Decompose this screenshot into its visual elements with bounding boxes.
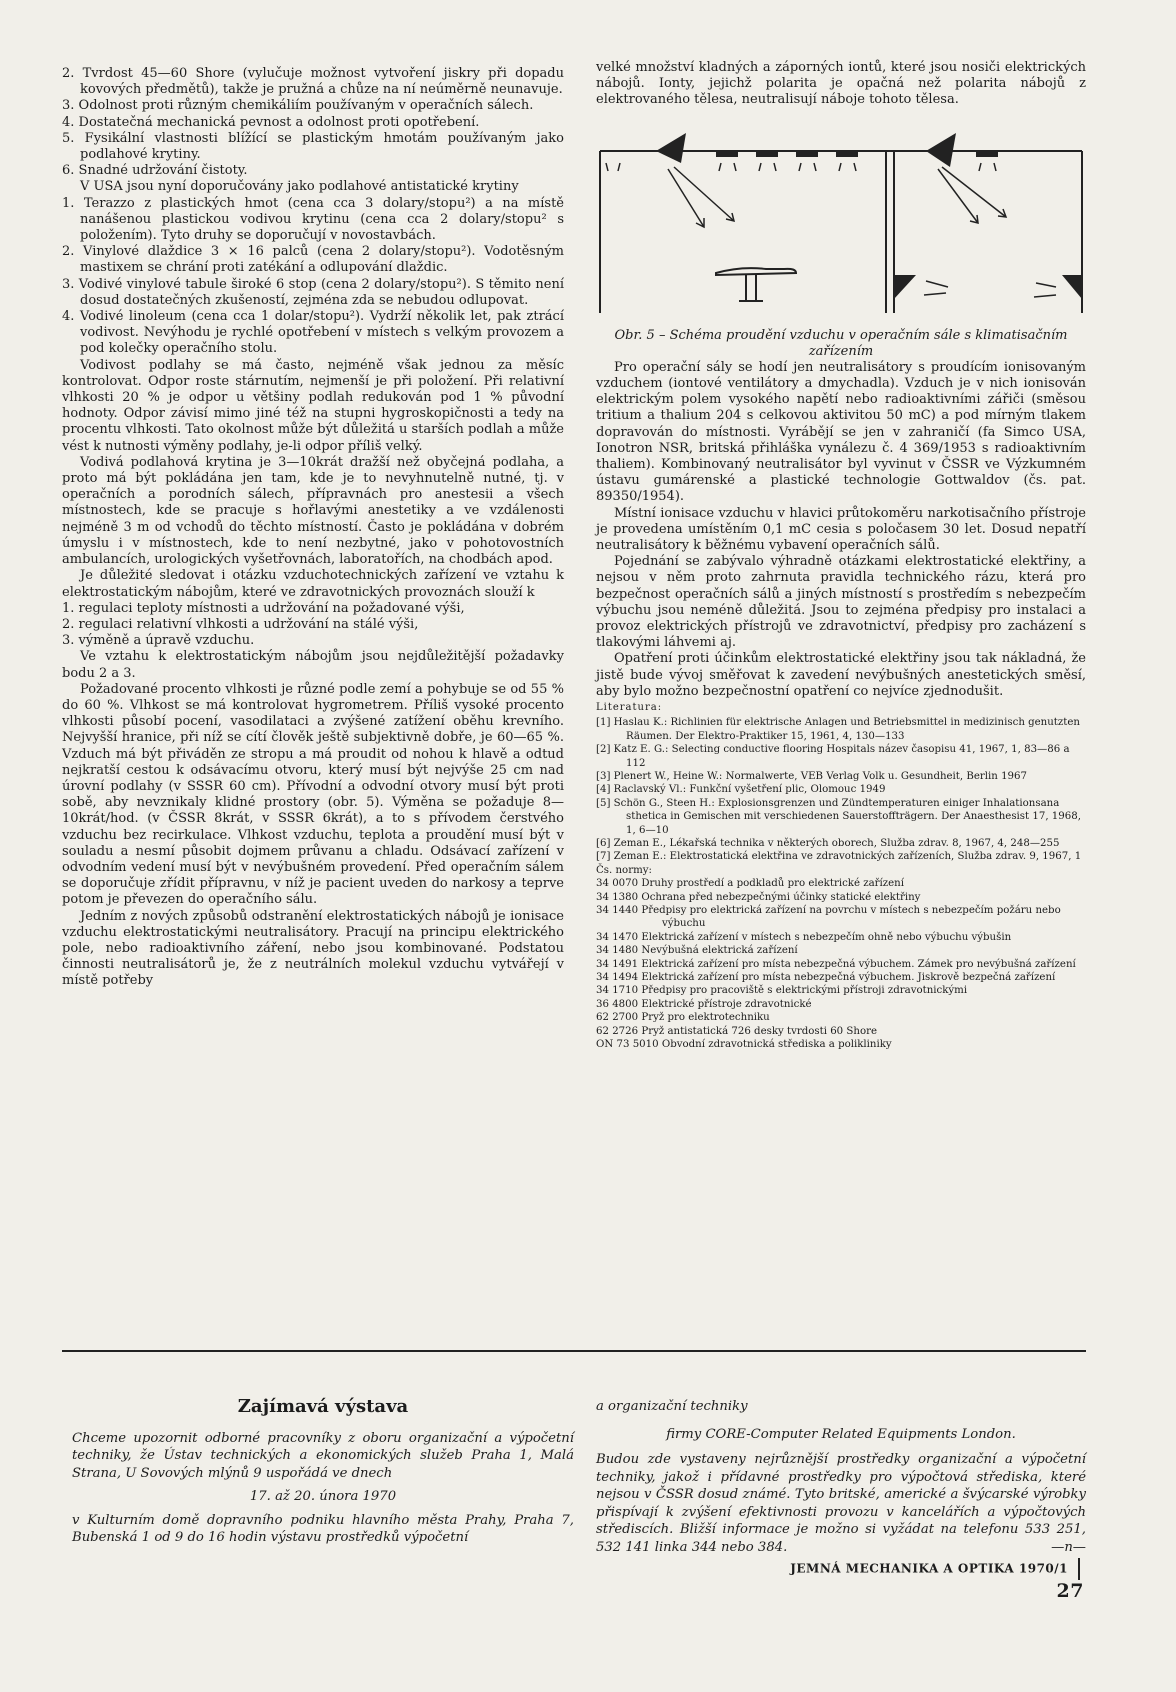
list-item: 1. regulaci teploty místnosti a udržování na požadované výši,: [62, 600, 465, 616]
reference-item: [7] Zeman E.: Elektrostatická elektřina ve zdravotnických zařízeních, Služba zdrav. 9, 1967, 1: [596, 851, 1082, 863]
page-number: 27: [1056, 1580, 1084, 1602]
list-item: 2. Vinylové dlaždice 3 × 16 palců (cena 2 dolary/stopu²). Vodotěsným mastixem se chrání proti zatékání a odlupování dlaždic.: [62, 244, 564, 276]
journal-name: JEMNÁ MECHANIKA A OPTIKA 1970/1: [790, 1561, 1068, 1576]
reference-item: [6] Zeman E., Lékařská technika v některých oborech, Služba zdrav. 8, 1967, 4, 248—255: [596, 837, 1060, 849]
left-column: [62, 66, 564, 990]
list-item: 3. výměně a úpravě vzduchu.: [62, 633, 255, 649]
paragraph: Ve vztahu k elektrostatickým nábojům jsou nejdůležitější požadavky bodu 2 a 3.: [62, 649, 564, 681]
announcement-company: firmy CORE-Computer Related Equipments London.: [666, 1426, 1016, 1442]
list-item: 6. Snadné udržování čistoty.: [62, 163, 248, 179]
page-footer: [778, 1558, 1084, 1602]
announcement-text: Budou zde vystaveny nejrůznější prostředky organizační a výpočetní techniky, jakož i přídavné prostředky pro výpočtová střediska, které nejsou v ČSSR dosud známé. Tyto britské, americké a švýcarské výrobky přispívají k zvýšení efektivnosti provozu v kancelářích a výpočtových střediscích. Bližší informace je možno si vyžádat na telefonu 533 251, 532 141 linka 344 nebo 384.: [596, 1452, 1086, 1555]
paragraph: Vodivá podlahová krytina je 3—10krát dražší než obyčejná podlaha, a proto má být pokládána jen tam, kde je to nevyhnutelně nutné, tj. v operačních a porodních sálech, přípravnách pro anestesii a všech místnostech, kde se pracuje s hořlavými anestetiky a ve vzdálenosti nejméně 3 m od vchodů do těchto místností. Často je pokládána v dobrém úmyslu i v místnostech, kde to není nezbytné, jako v pohotovostních ambulancích, urologických vyšetřovnách, laboratořích, na chodbách apod.: [62, 454, 564, 568]
norms-heading: Čs. normy:: [596, 864, 652, 876]
paragraph: Pojednání se zabývalo výhradně otázkami elektrostatické elektřiny, a nejsou v něm proto zahrnuta pravidla technického rázu, která pro bezpečnost operačních sálů a jiných místností s prostředím s nebezpečím výbuchu jsou neméně důležitá. Jsou to zejména předpisy pro instalaci a provoz elektrických přístrojů ve zdravotnictví, předpisy pro zacházení s tlakovými láhvemi aj.: [596, 554, 1086, 651]
paragraph: Opatření proti účinkům elektrostatické elektřiny jsou tak nákladná, že jistě bude vývoj směřovat k zavedení nevýbušných anestetických směsí, aby bylo možno bezpečnostní opatření co nejvíce zjednodušit.: [596, 651, 1086, 699]
right-column: [596, 60, 1086, 1051]
literature-heading: Literatura:: [596, 702, 663, 714]
norm-item: 34 1491 Elektrická zařízení pro místa nebezpečná výbuchem. Zámek pro nevýbušná zařízení: [596, 958, 1076, 970]
list-item: 3. Vodivé vinylové tabule široké 6 stop (cena 2 dolary/stopu²). S těmito není dosud dostatečných zkušeností, zejména zda se nebudou odlupovat.: [62, 276, 564, 308]
norm-item: 34 1470 Elektrická zařízení v místech s nebezpečím ohně nebo výbuchu výbušin: [596, 931, 1012, 943]
norm-item: 34 1494 Elektrická zařízení pro místa nebezpečná výbuchem. Jiskrově bezpečná zařízení: [596, 972, 1056, 983]
paragraph: V USA jsou nyní doporučovány jako podlahové antistatické krytiny: [80, 179, 519, 195]
reference-item: [5] Schön G., Steen H.: Explosionsgrenzen und Zündtemperaturen einiger Inhalationsana sthetica in Gemischen mit verschiedenen Sauerstoffträgern. Der Anaesthesist 17, 1968, 1, 6—10: [596, 797, 1081, 836]
footer-divider: [1078, 1558, 1080, 1580]
list-item: 1. Terazzo z plastických hmot (cena cca 3 dolary/stopu²) a na místě nanášenou plastickou vodivou krytinu (cena cca 2 dolary/stopu² s položením). Tyto druhy se doporučují v novostavbách.: [62, 195, 564, 244]
norm-item: 34 1380 Ochrana před nebezpečnými účinky statické elektřiny: [596, 891, 921, 903]
paragraph: Pro operační sály se hodí jen neutralisátory s proudícím ionisovaným vzduchem (iontové ventilátory a dmychadla). Vzduch je v nich ionisován elektrickým polem vysokého napětí nebo radioaktivními zářiči (směsou tritium a thalium 204 s celkovou aktivitou 50 mC) a pod mírným tlakem dopravován do místnosti. Vyrábějí se jen v zahraničí (fa Simco USA, Ionotron NSR, britská přihláška vynálezu č. 4 369/1953 s radioaktivním thaliem). Kombinovaný neutralisátor byl vyvinut v ČSSR ve Výzkumném ústavu gumárenské a plastické technologie Gottwaldov (čs. pat. 89350/1954).: [596, 359, 1086, 505]
announcement-right: [596, 1398, 1086, 1557]
announcement-text: v Kulturním domě dopravního podniku hlavního města Prahy, Praha 7, Bubenská 1 od 9 do 16 hodin výstavu prostředků výpočetní: [72, 1512, 574, 1545]
list-item: 5. Fysikální vlastnosti blížící se plastickým hmotám používaným jako podlahové krytiny.: [62, 130, 564, 163]
list-item: 3. Odolnost proti různým chemikáliím používaným v operačních sálech.: [62, 98, 534, 114]
reference-item: [2] Katz E. G.: Selecting conductive flooring Hospitals název časopisu 41, 1967, 1, 83—86 a 112: [596, 744, 1070, 769]
paragraph: Vodivost podlahy se má často, nejméně však jednou za měsíc kontrolovat. Odpor roste stárnutím, nejmenší je při položení. Při relativní vlhkosti 20 % je odpor u většiny podlah redukován pod 1 % původní hodnoty. Odpor závisí mimo jiné též na stupni hygroskopičnosti a tedy na procentu vlhkosti. Tato okolnost může být důležitá u starších podlah a může vést k nutnosti výměny podlahy, je-li odpor příliš velký.: [62, 357, 564, 454]
figure-caption: Obr. 5 – Schéma proudění vzduchu v operačním sále s klimatisačním zařízením: [614, 327, 1068, 359]
norm-item: 34 1480 Nevýbušná elektrická zařízení: [596, 945, 798, 957]
figure-5: [596, 123, 1086, 328]
paragraph: Místní ionisace vzduchu v hlavici průtokoměru narkotisačního přístroje je provedena umístěním 0,1 mC cesia s poločasem 30 let. Dosud nepatří neutralisátory k běžnému vybavení operačních sálů.: [596, 505, 1086, 554]
reference-item: [3] Plenert W., Heine W.: Normalwerte, VEB Verlag Volk u. Gesundheit, Berlin 1967: [596, 770, 1028, 782]
norm-item: ON 73 5010 Obvodní zdravotnická střediska a polikliniky: [596, 1039, 892, 1051]
airflow-diagram: [596, 123, 1086, 323]
reference-item: [1] Haslau K.: Richlinien für elektrische Anlagen und Betriebsmittel in medizinisch genutzten Räumen. Der Elektro-Praktiker 15, 1961, 4, 130—133: [596, 717, 1080, 742]
list-item: 4. Vodivé linoleum (cena cca 1 dolar/stopu²). Vydrží několik let, pak ztrácí vodivost. Nevýhodu je rychlé opotřebení v místech s velkým provozem a pod kolečky operačního stolu.: [62, 309, 564, 357]
section-divider: [62, 1350, 1086, 1352]
norm-item: 34 1440 Předpisy pro elektrická zařízení na povrchu v místech s nebezpečím požáru nebo výbuchu: [596, 904, 1061, 930]
announcement-title: Zajímavá výstava: [237, 1396, 409, 1417]
announcement-signature: —n—: [1051, 1540, 1086, 1555]
norm-item: 34 0070 Druhy prostředí a podkladů pro elektrické zařízení: [596, 878, 905, 890]
announcement-text: Chceme upozornit odborné pracovníky z oboru organizační a výpočetní techniky, že Ústav technických a ekonomických služeb Praha 1, Malá Strana, U Sovových mlýnů 9 uspořádá ve dnech: [72, 1430, 574, 1481]
norm-item: 36 4800 Elektrické přístroje zdravotnické: [596, 998, 812, 1010]
paragraph: Požadované procento vlhkosti je různé podle zemí a pohybuje se od 55 % do 60 %. Vlhkost se má kontrolovat hygrometrem. Příliš vysoké procento vlhkosti působí pocení, vasodilataci a zvýšené zatížení oběhu krevního. Nejvyšší hranice, při níž se cítí člověk ještě subjektivně dobře, je 60—65 %. Vzduch má být přiváděn ze stropu a má proudit od nohou k hlavě a odtud nejkratší cestou k odsávacímu otvoru, který musí být nejvýše 25 cm nad úrovní podlahy (v SSSR 60 cm). Přívodní a odvodní otvory musí být proti sobě, aby nevznikaly klidné prostory (obr. 5). Výměna se požaduje 8—10krát/hod. (v ČSSR 8krát, v SSSR 6krát), a to s přívodem čerstvého vzduchu bez recirkulace. Vlhkost vzduchu, teplota a proudění musí být v souladu a nesmí působit dojmem průvanu a chladu. Odsávací zařízení v odvodním vedení musí být v nevýbušném provedení. Před operačním sálem se doporučuje zřídit přípravnu, v níž je pacient uveden do narkosy a teprve potom je převezen do operačního sálu.: [62, 681, 564, 908]
announcement-date: 17. až 20. února 1970: [249, 1489, 397, 1504]
list-item: 2. regulaci relativní vlhkosti a udržování na stálé výši,: [62, 616, 419, 632]
paragraph: Jedním z nových způsobů odstranění elektrostatických nábojů je ionisace vzduchu elektrostatickými neutralisátory. Pracují na principu elektrického pole, nebo radioaktivního záření, nebo jsou kombinované. Podstatou činnosti neutralisátorů je, že z neutrálních molekul vzduchu vytvářejí v místě potřeby: [62, 908, 564, 989]
norm-item: 62 2700 Pryž pro elektrotechniku: [596, 1012, 770, 1024]
paragraph: Je důležité sledovat i otázku vzduchotechnických zařízení ve vztahu k elektrostatickým nábojům, které ve zdravotnických provoznách slouží k: [62, 568, 564, 600]
list-item: 4. Dostatečná mechanická pevnost a odolnost proti opotřebení.: [62, 114, 480, 130]
norm-item: 62 2726 Pryž antistatická 726 desky tvrdosti 60 Shore: [596, 1025, 877, 1037]
announcement-text: a organizační techniky: [596, 1399, 748, 1414]
announcement-left: [72, 1398, 574, 1547]
reference-item: [4] Raclavský Vl.: Funkční vyšetření plic, Olomouc 1949: [596, 784, 886, 796]
list-item: 2. Tvrdost 45—60 Shore (vylučuje možnost vytvoření jiskry při dopadu kovových předmětů), takže je pružná a chůze na ní neúměrně neunavuje.: [62, 66, 564, 98]
norm-item: 34 1710 Předpisy pro pracoviště s elektrickými přístroji zdravotnickými: [596, 985, 968, 997]
paragraph: velké množství kladných a záporných iontů, které jsou nosiči elektrických nábojů. Ionty, jejichž polarita je opačná než polarita nábojů z elektrovaného tělesa, neutralisují náboje tohoto tělesa.: [596, 60, 1086, 108]
